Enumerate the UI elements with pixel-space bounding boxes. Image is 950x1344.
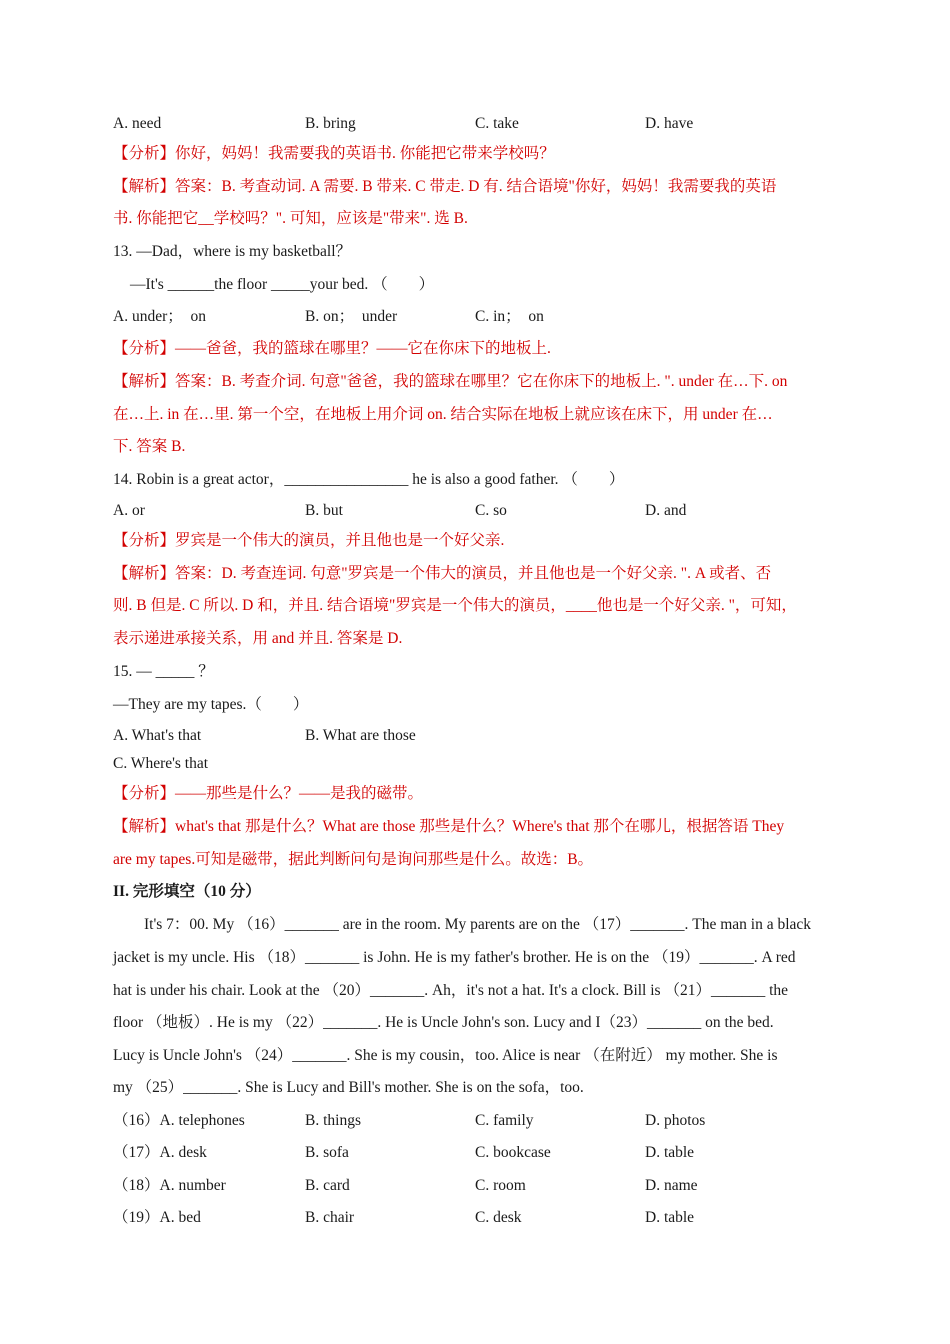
passage-line: It's 7：00. My （16）_______ are in the room. My parents are on the （17）_______. The man in a black <box>113 916 812 933</box>
q12-explain-line-1: 【解析】答案：B. 考查动词. A 需要. B 带来. C 带走. D 有. 结合语境"你好，妈妈！我需要我的英语 <box>113 178 777 195</box>
choice-16-c: C. family <box>475 1112 534 1129</box>
q14-option-c: C. so <box>475 502 507 519</box>
choice-16-d: D. photos <box>645 1112 706 1129</box>
q13-stem: 13. —Dad，where is my basketball？ <box>113 243 352 260</box>
choice-16-a: （16）A. telephones <box>113 1112 245 1129</box>
q12-option-d: D. have <box>645 115 694 132</box>
q13-option-c: C. in； on <box>475 308 544 325</box>
q15-explain-line-2: are my tapes.可知是磁带，据此判断问句是询问那些是什么。故选：B。 <box>113 851 594 868</box>
choice-17-b: B. sofa <box>305 1144 349 1161</box>
q14-stem: 14. Robin is a great actor，________________ he is also a good father. （ ） <box>113 471 625 488</box>
q12-option-c: C. take <box>475 115 519 132</box>
q14-option-b: B. but <box>305 502 343 519</box>
passage-line: jacket is my uncle. His （18）_______ is John. He is my father's brother. He is on the （19）_______. A red <box>113 949 796 966</box>
q15-option-b: B. What are those <box>305 727 416 744</box>
choice-18-d: D. name <box>645 1177 698 1194</box>
section-heading: II. 完形填空（10 分） <box>113 883 261 900</box>
q13-explain-line-1: 【解析】答案：B. 考查介词. 句意"爸爸，我的篮球在哪里？它在你床下的地板上. ". under 在…下. on <box>113 373 788 390</box>
choice-18-b: B. card <box>305 1177 350 1194</box>
passage-line: my （25）_______. She is Lucy and Bill's mother. She is on the sofa，too. <box>113 1079 584 1096</box>
choice-18-a: （18）A. number <box>113 1177 226 1194</box>
q13-explain-line-3: 下. 答案 B. <box>113 438 186 455</box>
q12-explain-line-2: 书. 你能把它__学校吗？". 可知，应该是"带来". 选 B. <box>113 210 468 227</box>
choice-19-b: B. chair <box>305 1209 355 1226</box>
q12-option-b: B. bring <box>305 115 356 132</box>
passage-line: hat is under his chair. Look at the （20）_______. Ah，it's not a hat. It's a clock. Bill is （21）_______ the <box>113 982 789 999</box>
q14-option-d: D. and <box>645 502 687 519</box>
q12-option-a: A. need <box>113 115 162 132</box>
passage-line: floor （地板）. He is my （22）_______. He is Uncle John's son. Lucy and I（23）_______ on the bed. <box>113 1014 774 1031</box>
q14-explain-line-1: 【解析】答案：D. 考查连词. 句意"罗宾是一个伟大的演员，并且他也是一个好父亲. ". A 或者、否 <box>113 565 772 582</box>
choice-17-d: D. table <box>645 1144 695 1161</box>
choice-17-a: （17）A. desk <box>113 1144 207 1161</box>
q15-explain-line-1: 【解析】what's that 那是什么？What are those 那些是什么？Where's that 那个在哪儿，根据答语 They <box>113 818 785 835</box>
choice-16-b: B. things <box>305 1112 361 1129</box>
q13-explain-line-2: 在…上. in 在…里. 第一个空，在地板上用介词 on. 结合实际在地板上就应该在床下，用 under 在… <box>113 406 773 423</box>
choice-17-c: C. bookcase <box>475 1144 551 1161</box>
q14-analysis: 【分析】罗宾是一个伟大的演员，并且他也是一个好父亲. <box>113 532 505 549</box>
choice-19-c: C. desk <box>475 1209 522 1226</box>
q14-option-a: A. or <box>113 502 145 519</box>
q13-answer-line: —It's ______the floor _____your bed. （ ） <box>130 276 435 293</box>
choice-19-a: （19）A. bed <box>113 1209 201 1226</box>
q15-option-a: A. What's that <box>113 727 202 744</box>
choice-19-d: D. table <box>645 1209 695 1226</box>
passage-line: Lucy is Uncle John's （24）_______. She is my cousin，too. Alice is near （在附近） my mother. She is <box>113 1047 778 1064</box>
q15-analysis: 【分析】——那些是什么？——是我的磁带。 <box>113 785 424 802</box>
q14-explain-line-2: 则. B 但是. C 所以. D 和，并且. 结合语境"罗宾是一个伟大的演员，____他也是一个好父亲. "，可知， <box>113 597 797 614</box>
q13-option-b: B. on； under <box>305 308 398 325</box>
q13-option-a: A. under； on <box>113 308 206 325</box>
q15-option-c: C. Where's that <box>113 755 209 772</box>
q14-explain-line-3: 表示递进承接关系，用 and 并且. 答案是 D. <box>113 630 403 647</box>
q15-answer-line: —They are my tapes.（ ） <box>113 696 309 713</box>
q15-stem: 15. — _____ ？ <box>113 663 214 680</box>
q13-analysis: 【分析】——爸爸，我的篮球在哪里？——它在你床下的地板上. <box>113 340 551 357</box>
q12-analysis: 【分析】你好，妈妈！我需要我的英语书. 你能把它带来学校吗？ <box>113 145 555 162</box>
choice-18-c: C. room <box>475 1177 526 1194</box>
